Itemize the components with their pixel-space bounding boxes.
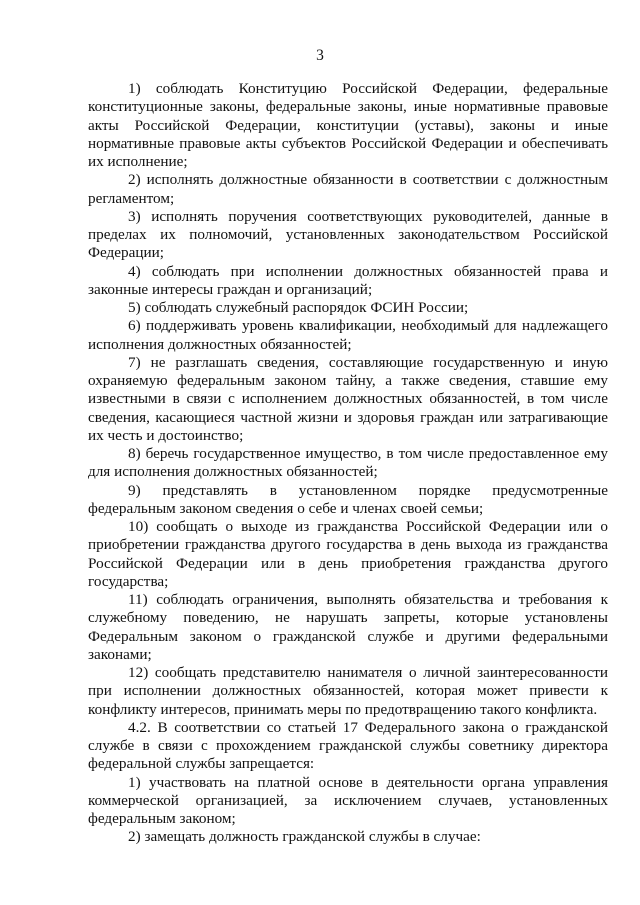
paragraph: 4) соблюдать при исполнении должностных обязанностей права и законные интересы граждан и организаций; [88,262,608,298]
paragraph: 4.2. В соответствии со статьей 17 Федерального закона о гражданской службе в связи с прохождением гражданской службы советнику директора федеральной службы запрещается: [88,718,608,773]
paragraph: 1) участвовать на платной основе в деятельности органа управления коммерческой организацией, за исключением случаев, установленных федеральным законом; [88,773,608,827]
paragraph: 3) исполнять поручения соответствующих руководителей, данные в пределах их полномочий, установленных законодательством Российской Федерации; [88,207,608,262]
paragraph: 1) соблюдать Конституцию Российской Федерации, федеральные конституционные законы, федеральные законы, иные нормативные правовые акты Российской Федерации, конституции (уставы), законы и иные нормативные правовые акты субъектов Российской Федерации и обеспечивать их исполнение; [88,80,608,170]
paragraph: 7) не разглашать сведения, составляющие государственную и иную охраняемую федеральным законом тайну, а также сведения, ставшие ему известными в связи с исполнением должностных обязанностей, в том числе сведения, касающиеся частной жизни и здоровья граждан или затрагивающие их честь и достоинство; [88,353,608,444]
paragraph: 6) поддерживать уровень квалификации, необходимый для надлежащего исполнения должностных обязанностей; [88,317,608,353]
paragraph: 2) замещать должность гражданской службы в случае: [128,828,481,846]
paragraph: 12) сообщать представителю нанимателя о личной заинтересованности при исполнении должностных обязанностей, которая может привести к конфликту интересов, принимать меры по предотвращению такого конфликта. [88,664,608,718]
paragraph: 11) соблюдать ограничения, выполнять обязательства и требования к служебному поведению, не нарушать запреты, которые установлены Федеральным законом о гражданской службе и другими федеральными законами; [88,591,608,663]
paragraph: 5) соблюдать служебный распорядок ФСИН России; [128,299,469,316]
page-number: 3 [316,47,324,64]
paragraph: 8) беречь государственное имущество, в том числе предоставленное ему для исполнения должностных обязанностей; [88,445,608,481]
paragraph: 2) исполнять должностные обязанности в соответствии с должностным регламентом; [88,171,608,207]
document-body [88,80,608,847]
paragraph: 10) сообщать о выходе из гражданства Российской Федерации или о приобретении гражданства другого государства в день выхода из гражданства Российской Федерации или в день приобретения гражданства другого государства; [88,518,608,590]
paragraph: 9) представлять в установленном порядке предусмотренные федеральным законом сведения о себе и членах своей семьи; [88,481,608,517]
